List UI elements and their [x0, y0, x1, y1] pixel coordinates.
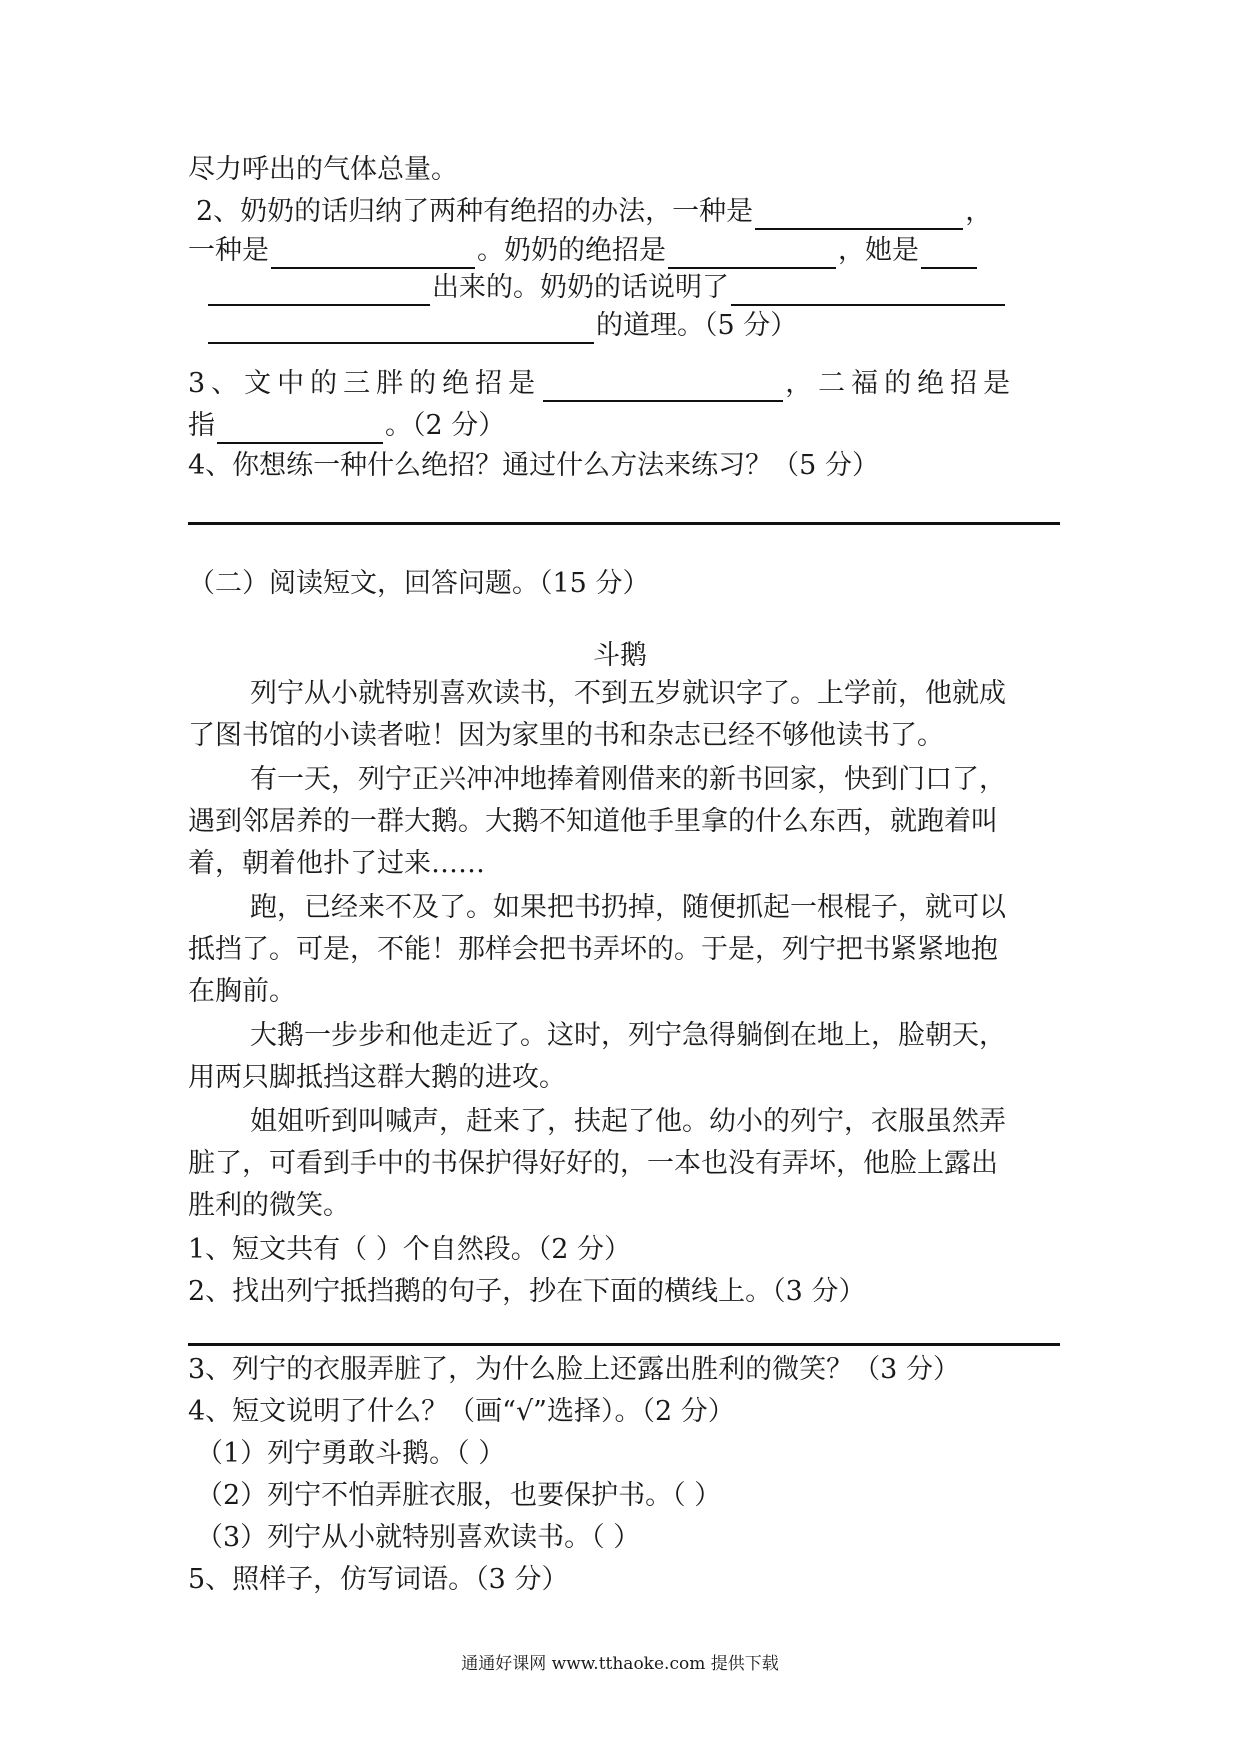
question-text: ，她是	[838, 235, 919, 266]
passage-line: 有一天，列宁正兴冲冲地捧着刚借来的新书回家，快到门口了，	[250, 764, 1006, 795]
answer-blank[interactable]	[731, 278, 1005, 306]
question-text: 出来的。奶奶的话说明了	[432, 272, 729, 303]
question-text: 。奶奶的绝招是	[477, 235, 666, 266]
question-text: 。（2 分）	[385, 410, 506, 441]
passage-line: 着，朝着他扑了过来……	[188, 848, 485, 879]
passage-line: 在胸前。	[188, 976, 296, 1007]
question-4: 4、短文说明了什么？（画“√”选择）。（2 分）	[188, 1396, 735, 1427]
passage-line: 胜利的微笑。	[188, 1190, 350, 1221]
answer-line[interactable]	[188, 522, 1060, 525]
answer-blank[interactable]	[271, 241, 475, 269]
answer-blank[interactable]	[755, 202, 963, 230]
passage-line: 跑，已经来不及了。如果把书扔掉，随便抓起一根棍子，就可以	[250, 892, 1006, 923]
question-3-line-1	[188, 366, 1016, 402]
answer-blank[interactable]	[208, 278, 430, 306]
answer-line[interactable]	[188, 1343, 1060, 1346]
question-2-line-2	[188, 233, 979, 269]
question-text: 指	[188, 410, 215, 441]
passage-line: 列宁从小就特别喜欢读书，不到五岁就识字了。上学前，他就成	[250, 678, 1006, 709]
question-2: 2、找出列宁抵挡鹅的句子，抄在下面的横线上。（3 分）	[188, 1276, 866, 1307]
answer-blank[interactable]	[543, 374, 783, 402]
question-4: 4、你想练一种什么绝招？通过什么方法来练习？（5 分）	[188, 450, 879, 481]
passage-line: 脏了，可看到手中的书保护得好好的，一本也没有弄坏，他脸上露出	[188, 1148, 998, 1179]
passage-line: 用两只脚抵挡这群大鹅的进攻。	[188, 1062, 566, 1093]
answer-blank[interactable]	[668, 241, 836, 269]
question-2-line-3	[206, 270, 1007, 306]
question-text: 的道理。（5 分）	[596, 310, 798, 341]
passage-title: 斗鹅	[593, 640, 647, 671]
question-text: ，	[965, 196, 993, 227]
question-1: 1、短文共有（ ）个自然段。（2 分）	[188, 1234, 632, 1265]
question-text: ，二福的绝招是	[785, 368, 1017, 399]
passage-line: 姐姐听到叫喊声，赶来了，扶起了他。幼小的列宁，衣服虽然弄	[250, 1106, 1006, 1137]
footer-source: 通通好课网 www.tthaoke.com 提供下载	[461, 1654, 779, 1674]
passage-line: 大鹅一步步和他走近了。这时，列宁急得躺倒在地上，脸朝天，	[250, 1020, 1006, 1051]
section-heading: （二）阅读短文，回答问题。（15 分）	[188, 568, 650, 599]
passage-line: 遇到邻居养的一群大鹅。大鹅不知道他手里拿的什么东西，就跑着叫	[188, 806, 998, 837]
passage-line: 了图书馆的小读者啦！因为家里的书和杂志已经不够他读书了。	[188, 720, 944, 751]
question-text: 一种是	[188, 235, 269, 266]
question-text: 3、文中的三胖的绝招是	[188, 368, 542, 399]
option-3[interactable]: （3）列宁从小就特别喜欢读书。（ ）	[196, 1522, 641, 1553]
answer-blank[interactable]	[921, 241, 977, 269]
question-3: 3、列宁的衣服弄脏了，为什么脸上还露出胜利的微笑？（3 分）	[188, 1354, 960, 1385]
option-2[interactable]: （2）列宁不怕弄脏衣服，也要保护书。（ ）	[196, 1480, 722, 1511]
question-2-line-1	[196, 194, 992, 230]
question-5: 5、照样子，仿写词语。（3 分）	[188, 1564, 569, 1595]
passage-line: 抵挡了。可是，不能！那样会把书弄坏的。于是，列宁把书紧紧地抱	[188, 934, 998, 965]
question-3-line-2	[188, 408, 505, 444]
text-line: 尽力呼出的气体总量。	[188, 154, 458, 185]
question-text: 2、奶奶的话归纳了两种有绝招的办法，一种是	[196, 196, 754, 227]
option-1[interactable]: （1）列宁勇敢斗鹅。（ ）	[196, 1438, 506, 1469]
question-2-line-4	[206, 308, 797, 344]
answer-blank[interactable]	[217, 416, 383, 444]
answer-blank[interactable]	[208, 316, 594, 344]
